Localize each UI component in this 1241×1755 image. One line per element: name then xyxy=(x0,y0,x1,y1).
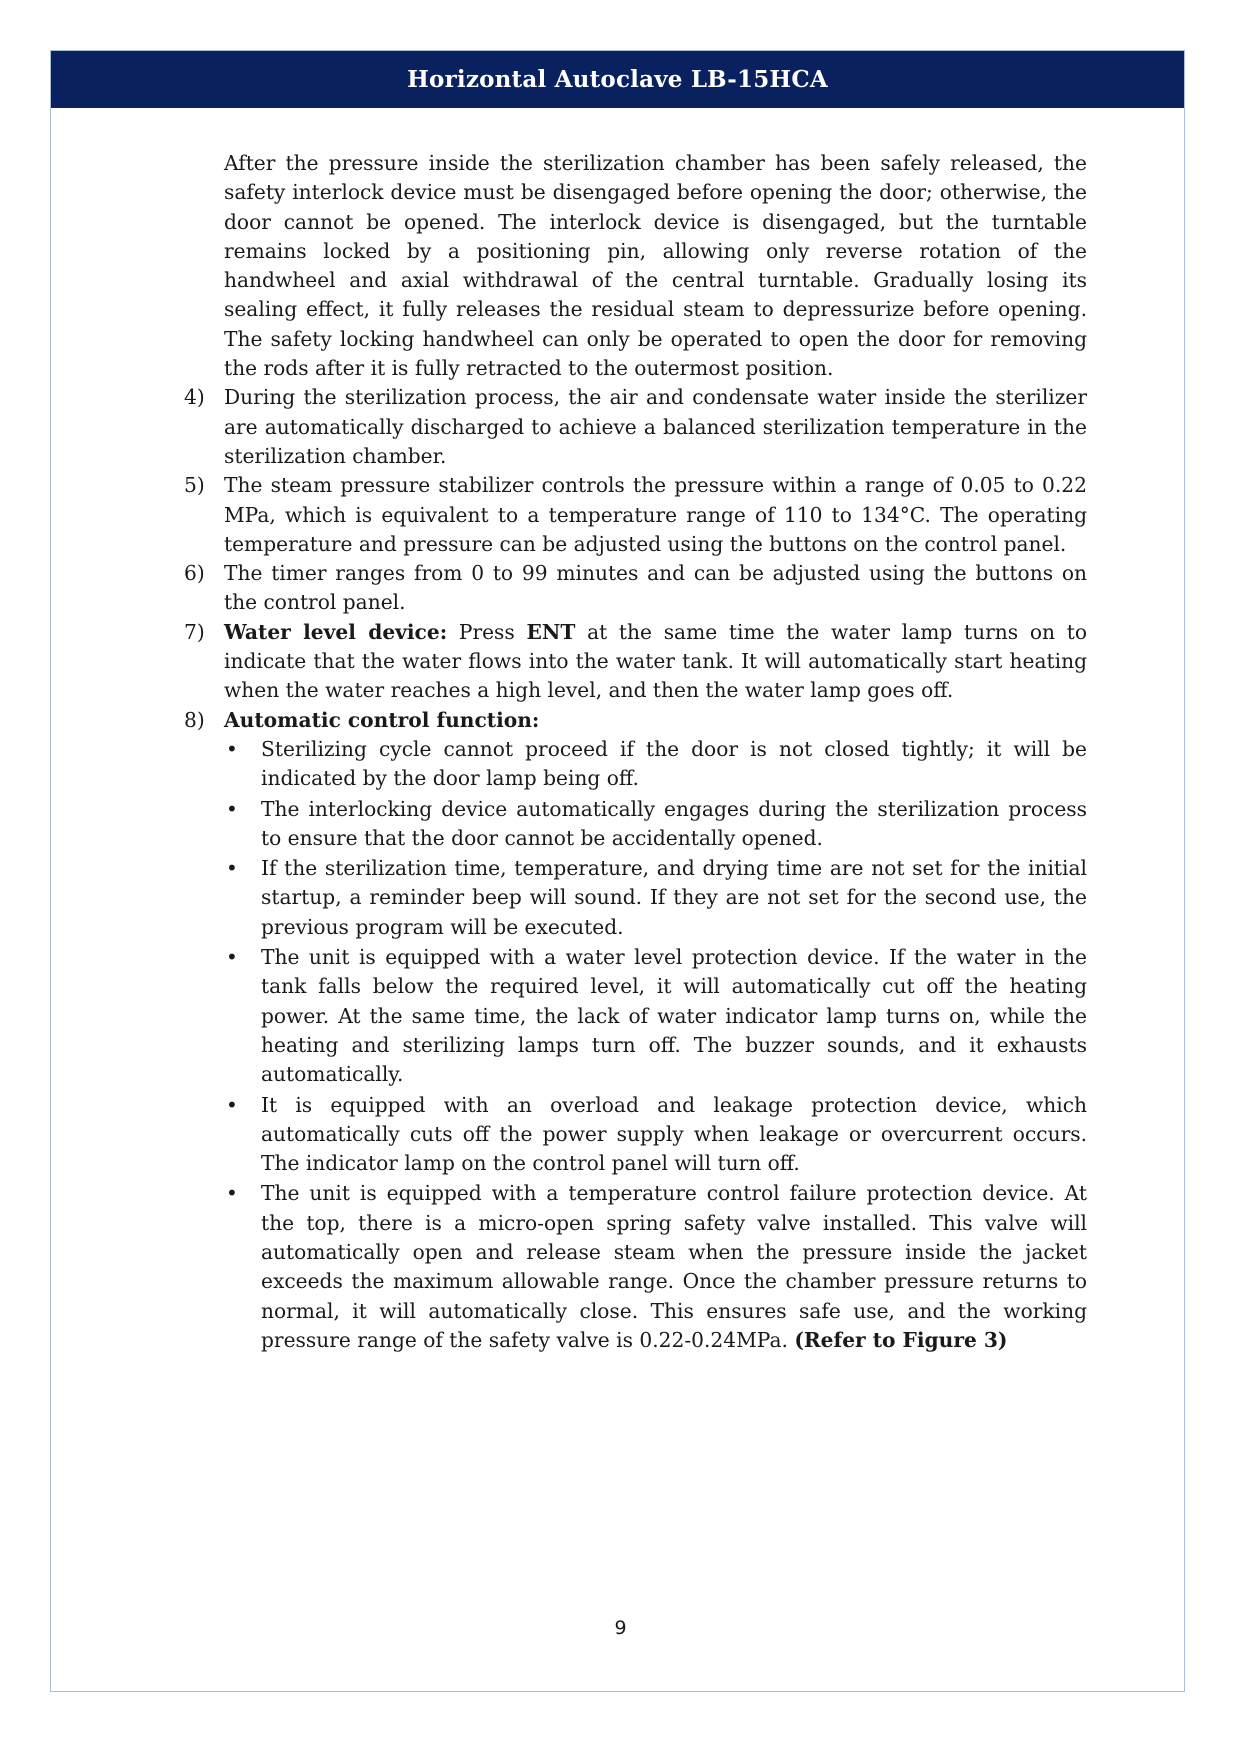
item-number: 5) xyxy=(184,473,205,498)
bullet-list xyxy=(174,735,1087,1355)
bullet-icon: • xyxy=(226,856,238,881)
bullet-icon: • xyxy=(226,945,238,970)
bullet-icon: • xyxy=(226,796,238,821)
bullet-text: The unit is equipped with a temperature control failure protection device. At the top, there is a micro-open spring safety valve installed. This valve will automatically open and release steam when the pressure inside the jacket exceeds the maximum allowable range. Once the chamber pressure returns to normal, it will automatically close. This ensures safe use, and the working pressure range of the safety valve is 0.22-0.24MPa. xyxy=(261,1181,1087,1352)
item-number: 7) xyxy=(184,619,205,644)
bullet-text: The interlocking device automatically engages during the sterilization process to ensure that the door cannot be accidentally opened. xyxy=(261,796,1087,850)
content-body xyxy=(174,149,1087,1356)
item-text: The timer ranges from 0 to 99 minutes and can be adjusted using the buttons on the control panel. xyxy=(224,561,1087,615)
bullet-item xyxy=(174,1091,1087,1179)
item-text-pre: Press xyxy=(447,619,527,644)
list-item-6 xyxy=(174,559,1087,618)
page-number: 9 xyxy=(614,1617,627,1639)
bullet-icon: • xyxy=(226,736,238,761)
list-item-5 xyxy=(174,471,1087,559)
bullet-text: It is equipped with an overload and leakage protection device, which automatically cuts off the power supply when leakage or overcurrent occurs. The indicator lamp on the control panel will turn off. xyxy=(261,1092,1087,1176)
item-number: 6) xyxy=(184,561,205,586)
bullet-icon: • xyxy=(226,1092,238,1117)
bullet-item xyxy=(174,735,1087,794)
header-bar xyxy=(51,51,1184,108)
item-text: at the same time the water lamp turns on to indicate that the water flows into the water tank. It will automatically start heating when the water reaches a high level, and then the water lamp goes off. xyxy=(224,619,1088,703)
figure-reference: (Refer to Figure 3) xyxy=(794,1327,1008,1352)
bullet-item xyxy=(174,854,1087,942)
bullet-text: The unit is equipped with a water level protection device. If the water in the tank falls below the required level, it will automatically cut off the heating power. At the same time, the lack of water indicator lamp turns on, while the heating and sterilizing lamps turn off. The buzzer sounds, and it exhausts automatically. xyxy=(261,945,1087,1087)
list-item-7 xyxy=(174,618,1087,706)
item-text: During the sterilization process, the air and condensate water inside the sterilizer are automatically discharged to achieve a balanced sterilization temperature in the sterilization chamber. xyxy=(224,385,1087,468)
bullet-item xyxy=(174,795,1087,854)
document-title: Horizontal Autoclave LB-15HCA xyxy=(407,66,828,93)
item-label: Water level device: xyxy=(224,619,448,644)
bullet-text: If the sterilization time, temperature, and drying time are not set for the initial startup, a reminder beep will sound. If they are not set for the second use, the previous program will be executed. xyxy=(261,856,1087,939)
list-item-4 xyxy=(174,383,1087,471)
item-text: The steam pressure stabilizer controls the pressure within a range of 0.05 to 0.22 MPa, which is equivalent to a temperature range of 110 to 134°C. The operating temperature and pressure can be adjusted using the buttons on the control panel. xyxy=(224,473,1087,556)
bullet-item xyxy=(174,1179,1087,1355)
bullet-icon: • xyxy=(226,1181,238,1206)
key-ent: ENT xyxy=(526,619,576,644)
item-label: Automatic control function: xyxy=(224,707,540,732)
item-number: 4) xyxy=(184,385,205,410)
item-number: 8) xyxy=(184,707,205,732)
list-item-8 xyxy=(174,706,1087,735)
intro-paragraph: After the pressure inside the sterilization chamber has been safely released, the safety interlock device must be disengaged before opening the door; otherwise, the door cannot be opened. The interlock device is disengaged, but the turntable remains locked by a positioning pin, allowing only reverse rotation of the handwheel and axial withdrawal of the central turntable. Gradually losing its sealing effect, it fully releases the residual steam to depressurize before opening. The safety locking handwheel can only be operated to open the door for removing the rods after it is fully retracted to the outermost position. xyxy=(224,151,1087,381)
bullet-item xyxy=(174,943,1087,1089)
bullet-text: Sterilizing cycle cannot proceed if the door is not closed tightly; it will be indicated by the door lamp being off. xyxy=(261,736,1087,791)
